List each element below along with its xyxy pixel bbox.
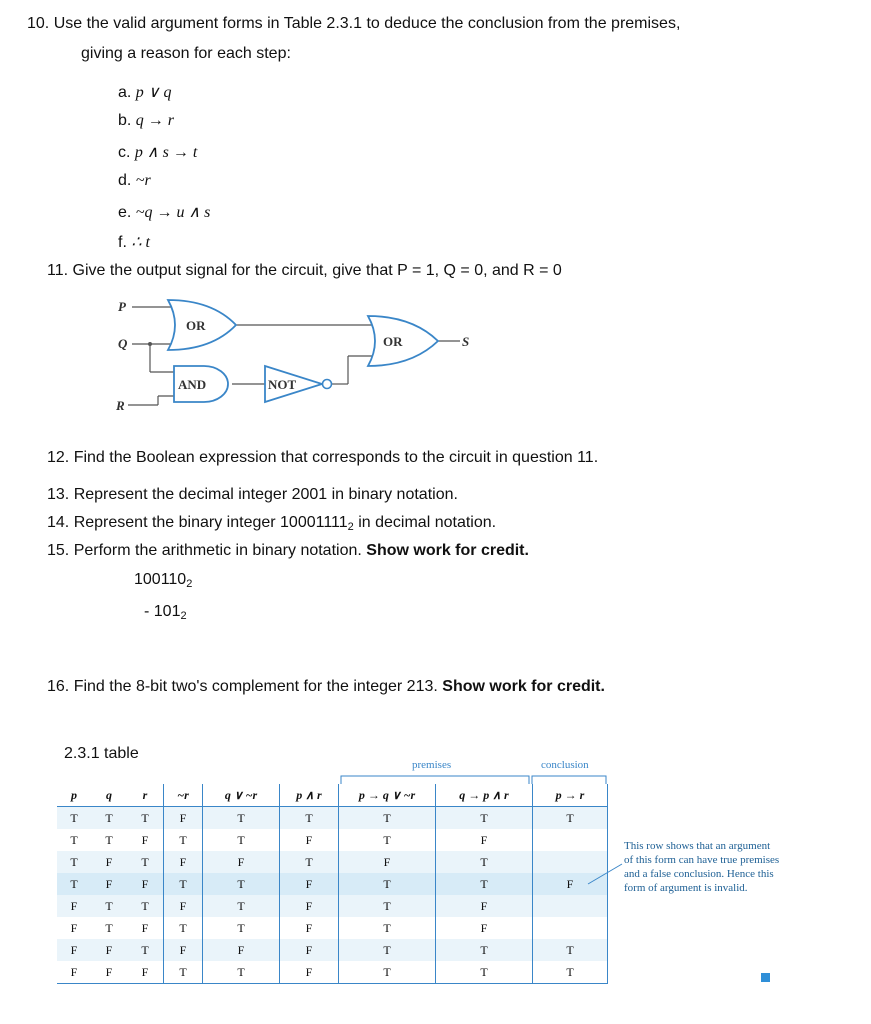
table-cell: T: [339, 939, 436, 961]
table-cell: F: [127, 917, 164, 939]
table-row: [57, 961, 608, 984]
q10-line2: giving a reason for each step:: [81, 45, 291, 62]
table-cell: F: [280, 917, 339, 939]
premise-f: f. ∴ t: [118, 234, 150, 251]
table-row: [57, 851, 608, 873]
group-conclusion-label: conclusion: [541, 759, 589, 771]
premise-c: c. p ∧ s → t: [118, 144, 198, 161]
table-cell: T: [57, 851, 91, 873]
table-cell: T: [203, 807, 280, 830]
header-q: q: [91, 784, 127, 807]
table-cell: F: [436, 917, 533, 939]
table-cell: [533, 895, 608, 917]
table-cell: T: [436, 851, 533, 873]
table-cell: F: [91, 851, 127, 873]
header-premise-2: q → p ∧ r: [436, 784, 533, 807]
table-cell: T: [91, 807, 127, 830]
junction-dot: [148, 342, 152, 346]
table-cell: F: [127, 961, 164, 984]
table-cell: F: [70, 920, 78, 935]
table-cell: T: [280, 851, 339, 873]
q12-text: 12. Find the Boolean expression that corresponds to the circuit in question 11.: [47, 449, 599, 466]
q14-text: 14. Represent the binary integer $10001111_2$ in decimal notation.: [47, 514, 497, 533]
table-cell: T: [164, 917, 203, 939]
table-cell: F: [339, 851, 436, 873]
table-cell: T: [436, 807, 533, 830]
header-conclusion: p → r: [533, 784, 608, 807]
or-gate-1-label: OR: [186, 318, 206, 333]
header-r: r: [127, 784, 164, 807]
table-cell: F: [203, 939, 280, 961]
table-cell: T: [105, 832, 113, 847]
input-p-label: P: [118, 299, 126, 314]
table-cell: T: [436, 939, 533, 961]
table-cell: F: [533, 873, 608, 895]
table-cell: T: [533, 939, 608, 961]
note-pointer-line: [586, 862, 626, 886]
table-cell: T: [339, 873, 436, 895]
logic-circuit-diagram: [100, 290, 500, 430]
table-cell: T: [436, 873, 533, 895]
table-row: [57, 917, 608, 939]
and-gate-label: AND: [178, 377, 207, 392]
table-cell: F: [91, 961, 127, 984]
table-cell: T: [127, 807, 164, 830]
table-row: [57, 873, 608, 895]
input-r-label: R: [116, 398, 125, 413]
header-not-r: ~r: [164, 784, 203, 807]
table-cell: T: [203, 917, 280, 939]
table-cell: T: [127, 939, 164, 961]
table-cell: T: [70, 832, 78, 847]
table-cell: F: [280, 873, 339, 895]
table-cell: T: [203, 873, 280, 895]
table-cell: T: [164, 873, 203, 895]
group-premises-label: premises: [412, 759, 452, 771]
header-q-or-not-r: q ∨ ~r: [203, 784, 280, 807]
premise-d: d. ~r: [118, 172, 151, 189]
premise-b: b. q → r: [118, 112, 175, 129]
table-cell: T: [339, 961, 436, 984]
table-cell: T: [533, 961, 608, 984]
table-cell: F: [280, 961, 339, 984]
table-cell: F: [127, 829, 164, 851]
or-gate-2-label: OR: [383, 334, 403, 349]
table-cell: T: [339, 829, 436, 851]
q15-subtrahend: - $101_2$: [144, 603, 187, 622]
table-cell: T: [57, 873, 91, 895]
invalid-row-note: This row shows that an argument of this form can have true premises and a false conclusion. Hence this form of argument is invalid.: [624, 840, 780, 894]
premise-e: e. ~q → u ∧ s: [118, 204, 211, 221]
table-cell: F: [436, 829, 533, 851]
q15-text: 15. Perform the arithmetic in binary notation. Show work for credit.: [47, 542, 529, 559]
header-p: p: [57, 784, 91, 807]
table-cell: T: [105, 920, 113, 935]
table-cell: F: [164, 807, 203, 830]
table-cell: T: [533, 807, 608, 830]
table-cell: F: [164, 895, 203, 917]
table-cell: F: [57, 939, 91, 961]
table-cell: T: [436, 961, 533, 984]
table-row: [57, 829, 608, 851]
table-cell: T: [91, 895, 127, 917]
table-cell: F: [91, 939, 127, 961]
table-cell: T: [164, 829, 203, 851]
table-cell: F: [164, 851, 203, 873]
table-cell: T: [164, 961, 203, 984]
q10-line1: 10. Use the valid argument forms in Table 2.3.1 to deduce the conclusion from the premises,: [27, 15, 681, 32]
table-cell: F: [436, 895, 533, 917]
table-cell: [533, 829, 608, 851]
table-cell: T: [339, 895, 436, 917]
table-cell: T: [57, 807, 91, 830]
table-row: [57, 895, 608, 917]
header-p-and-r: p ∧ r: [280, 784, 339, 807]
truth-table: [57, 784, 608, 984]
corner-marker-icon: [761, 973, 770, 982]
table-cell: F: [57, 895, 91, 917]
header-premise-1: p → q ∨ ~r: [339, 784, 436, 807]
table-cell: T: [339, 807, 436, 830]
or-gate-2: [368, 316, 438, 366]
q11-text: 11. Give the output signal for the circuit, give that P = 1, Q = 0, and R = 0: [47, 262, 562, 279]
table-cell: T: [203, 895, 280, 917]
not-gate-label: NOT: [268, 377, 297, 392]
table-cell: [533, 917, 608, 939]
q13-text: 13. Represent the decimal integer 2001 in binary notation.: [47, 486, 458, 503]
table-cell: F: [91, 873, 127, 895]
q15-minuend: $100110_2$: [134, 571, 193, 590]
table-cell: T: [203, 829, 280, 851]
table-cell: F: [203, 851, 280, 873]
table-cell: T: [127, 851, 164, 873]
premise-a: a. p ∨ q: [118, 84, 172, 101]
not-bubble: [323, 380, 332, 389]
table-header-row: [57, 784, 608, 807]
q16-text: 16. Find the 8-bit two's complement for the integer 213. Show work for credit.: [47, 678, 605, 695]
table-cell: T: [127, 895, 164, 917]
table-cell: T: [339, 917, 436, 939]
table-cell: F: [280, 939, 339, 961]
table-title: 2.3.1 table: [64, 745, 139, 762]
table-cell: T: [203, 961, 280, 984]
table-cell: F: [57, 961, 91, 984]
input-q-label: Q: [118, 336, 128, 351]
table-cell: F: [164, 939, 203, 961]
table-cell: F: [127, 873, 164, 895]
table-cell: F: [280, 895, 339, 917]
table-cell: F: [280, 829, 339, 851]
table-row: [57, 807, 608, 830]
table-cell: T: [280, 807, 339, 830]
table-row: [57, 939, 608, 961]
output-s-label: S: [462, 334, 470, 349]
